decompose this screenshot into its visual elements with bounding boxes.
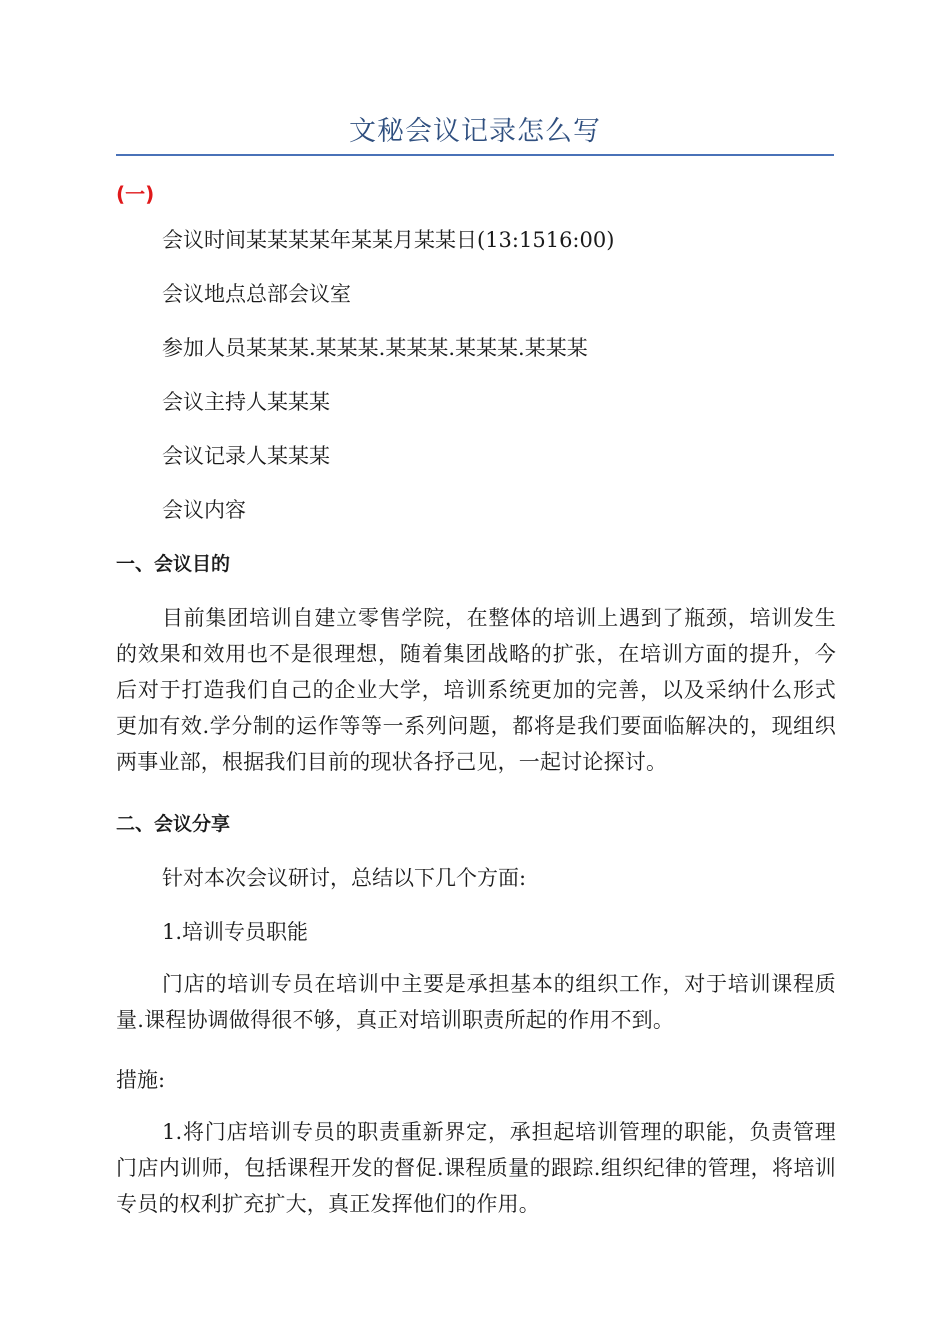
item1-title: 1.培训专员职能 bbox=[162, 920, 309, 944]
meeting-location: 会议地点总部会议室 bbox=[162, 282, 351, 306]
section-mark: (一) bbox=[116, 182, 155, 206]
meeting-content-label: 会议内容 bbox=[162, 498, 246, 522]
measure1-body: 1.将门店培训专员的职责重新界定，承担起培训管理的职能，负责管理门店内训师，包括课程开发的督促.课程质量的跟踪.组织纪律的管理，将培训专员的权利扩充扩大，真正发挥他们的作用。 bbox=[116, 1120, 836, 1216]
meeting-time: 会议时间某某某某年某某月某某日(13:1516:00) bbox=[162, 228, 615, 252]
item1-body: 门店的培训专员在培训中主要是承担基本的组织工作，对于培训课程质量.课程协调做得很不够，真正对培训职责所起的作用不到。 bbox=[116, 972, 836, 1032]
document-title: 文秘会议记录怎么写 bbox=[349, 116, 601, 147]
section1-body: 目前集团培训自建立零售学院，在整体的培训上遇到了瓶颈，培训发生的效果和效用也不是很理想，随着集团战略的扩张，在培训方面的提升，今后对于打造我们自己的企业大学，培训系统更加的完善，以及采纳什么形式更加有效.学分制的运作等等一系列问题，都将是我们要面临解决的，现组织两事业部，根据我们目前的现状各抒己见，一起讨论探讨。 bbox=[116, 606, 836, 774]
meeting-host: 会议主持人某某某 bbox=[162, 390, 330, 414]
meeting-recorder: 会议记录人某某某 bbox=[162, 444, 330, 468]
title-underline bbox=[116, 154, 834, 156]
section1-heading: 一、会议目的 bbox=[116, 553, 231, 575]
section2-heading: 二、会议分享 bbox=[116, 813, 231, 835]
meeting-attendees: 参加人员某某某.某某某.某某某.某某某.某某某 bbox=[162, 336, 588, 360]
section2-intro: 针对本次会议研讨，总结以下几个方面: bbox=[162, 866, 527, 890]
measures-label: 措施: bbox=[116, 1068, 166, 1092]
